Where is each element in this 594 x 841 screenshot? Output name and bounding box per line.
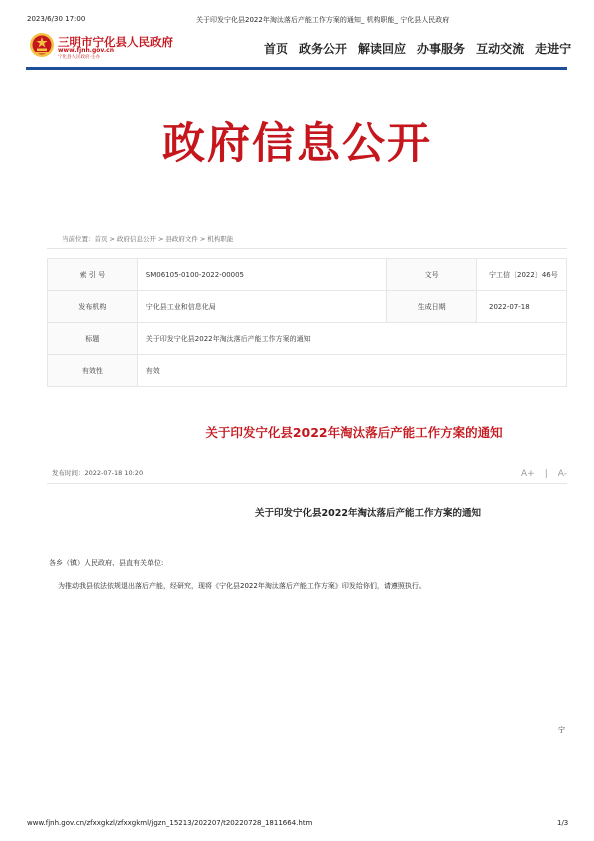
breadcrumb-divider: [47, 248, 567, 249]
print-url: www.fjnh.gov.cn/zfxxgkzl/zfxxgkml/jgzn_15213/202207/t20220728_1811664.htm: [27, 819, 313, 827]
main-nav: [264, 40, 582, 57]
publish-info: [52, 468, 143, 477]
print-date: 2023/6/30 17:00: [27, 15, 86, 23]
title-value: 关于印发宁化县2022年淘汰落后产能工作方案的通知: [137, 323, 566, 355]
nav-item-home[interactable]: 首页: [264, 42, 289, 56]
publisher-label: 发布机构: [48, 291, 138, 323]
nav-item-about[interactable]: 走进宁: [535, 42, 572, 56]
logo-title: 三明市宁化县人民政府: [58, 35, 173, 49]
print-page-number: 1/3: [557, 819, 569, 827]
title-label: 标题: [48, 323, 138, 355]
article-title: 关于印发宁化县2022年淘汰落后产能工作方案的通知: [205, 425, 503, 440]
publish-time: 2022-07-18 10:20: [84, 469, 144, 477]
index-label: 索 引 号: [48, 259, 138, 291]
truncated-signature: 宁: [558, 726, 565, 734]
breadcrumb-gov-info[interactable]: 政府信息公开: [116, 235, 156, 243]
breadcrumb-county-docs[interactable]: 县政府文件: [165, 235, 198, 243]
font-decrease-button[interactable]: A-: [557, 469, 567, 479]
breadcrumb-separator: >: [157, 235, 164, 243]
banner-title: 政府信息公开: [162, 119, 432, 169]
breadcrumb: [62, 234, 233, 243]
font-size-divider: |: [544, 469, 548, 479]
index-value: SM06105-0100-2022-00005: [137, 259, 386, 291]
font-size-controls: [521, 469, 567, 479]
table-row: [48, 355, 567, 387]
table-row: [48, 323, 567, 355]
document-info-table: [47, 258, 567, 387]
document-greeting: 各乡（镇）人民政府、县直有关单位:: [49, 559, 164, 567]
docno-label: 文号: [387, 259, 477, 291]
validity-value: 有效: [137, 355, 566, 387]
breadcrumb-separator: >: [199, 235, 206, 243]
logo-subtitle: 宁化县人民政府·主办: [58, 55, 100, 60]
breadcrumb-prefix: 当前位置：: [62, 235, 95, 243]
document-title: 关于印发宁化县2022年淘汰落后产能工作方案的通知: [255, 508, 481, 519]
nav-item-interpretation[interactable]: 解读回应: [358, 42, 407, 56]
print-page-title: 关于印发宁化县2022年淘汰落后产能工作方案的通知_ 机构职能_ 宁化县人民政府: [196, 16, 450, 24]
publisher-value: 宁化县工业和信息化局: [137, 291, 386, 323]
nav-item-services[interactable]: 办事服务: [417, 42, 466, 56]
publish-label: 发布时间：: [52, 469, 85, 477]
date-value: 2022-07-18: [477, 291, 567, 323]
table-row: [48, 291, 567, 323]
nav-item-gov-affairs[interactable]: 政务公开: [299, 42, 348, 56]
docno-value: 宁工信〔2022〕46号: [477, 259, 567, 291]
header-divider: [26, 67, 567, 70]
date-label: 生成日期: [387, 291, 477, 323]
table-row: [48, 259, 567, 291]
national-emblem-icon: [29, 32, 55, 58]
logo-url: www.fjnh.gov.cn: [58, 47, 114, 54]
publish-divider: [47, 483, 567, 484]
nav-item-interaction[interactable]: 互动交流: [476, 42, 525, 56]
breadcrumb-home[interactable]: 首页: [94, 235, 108, 243]
site-logo[interactable]: [29, 32, 173, 62]
font-increase-button[interactable]: A+: [521, 469, 535, 479]
breadcrumb-org-functions[interactable]: 机构职能: [207, 235, 234, 243]
breadcrumb-separator: >: [109, 235, 115, 243]
section-banner: [0, 110, 594, 171]
validity-label: 有效性: [48, 355, 138, 387]
document-paragraph: 为推动我县依法依规退出落后产能，经研究，现将《宁化县2022年淘汰落后产能工作方案》印发给你们，请遵照执行。: [58, 582, 426, 590]
